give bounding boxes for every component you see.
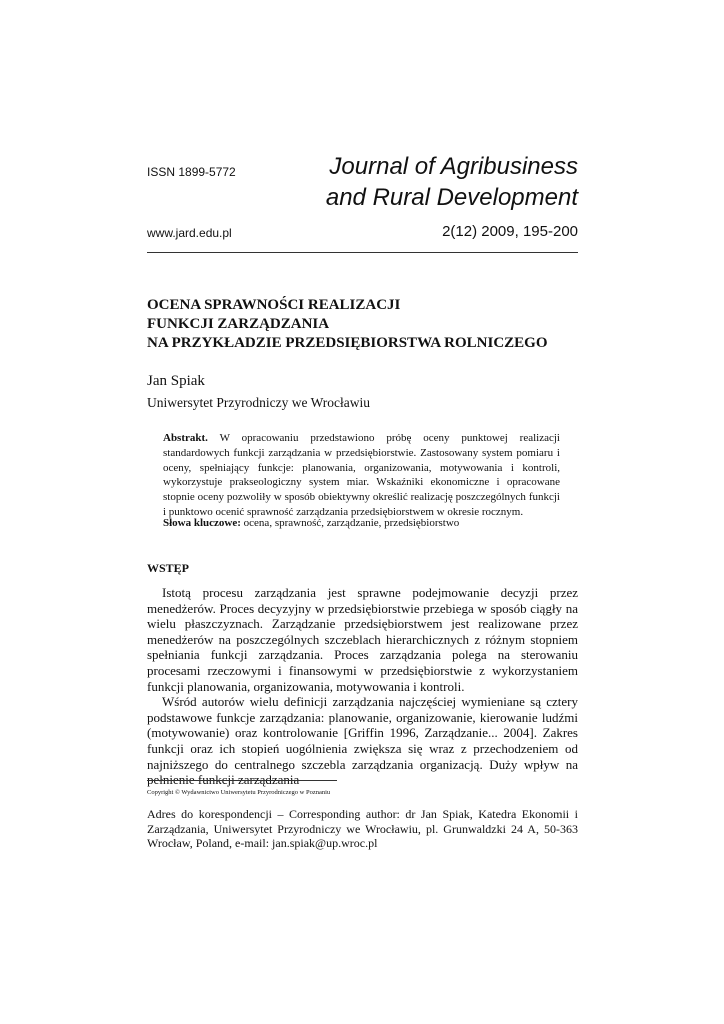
article-title-line-3: NA PRZYKŁADZIE PRZEDSIĘBIORSTWA ROLNICZEGO [147,335,548,351]
paragraph: Istotą procesu zarządzania jest sprawne podejmowanie decyzji przez menedżerów. Proces decyzyjny w przedsiębiorstwie przebiega w sposób ciągły na wielu płaszczyznach. Zarządzanie przedsiębiorstwem jest realizowane przez menedżerów na poszczególnych szczeblach hierarchicznych z różnym stopniem spełniania funkcji zarządzania. Proces zarządzania polega na sterowaniu procesami rzeczowymi i finansowymi w przedsiębiorstwie z wykorzystaniem funkcji planowania, organizowania, motywowania i kontroli. [147,585,578,694]
keywords-text: ocena, sprawność, zarządzanie, przedsiębiorstwo [243,517,460,529]
header-divider [147,252,578,253]
journal-title-line-1: Journal of Agribusiness [329,153,578,180]
journal-title [300,151,578,213]
article-title-line-1: OCENA SPRAWNOŚCI REALIZACJI [147,297,401,313]
author-affiliation: Uniwersytet Przyrodniczy we Wrocławiu [147,395,371,410]
author-name: Jan Spiak [147,373,205,389]
footnote-divider [147,780,337,781]
section-heading: WSTĘP [147,561,190,575]
paragraph: Wśród autorów wielu definicji zarządzania najczęściej wymieniane są cztery podstawowe funkcje zarządzania: planowanie, organizowanie, kierowanie ludźmi (motywowanie) oraz kontrolowanie [Griffin 1996, Zarządzanie... 2004]. Zakres funkcji oraz ich stopień uogólnienia zwiększa się wraz z przechodzeniem od najniższego do centralnego szczebla zarządzania organizacją. Duży wpływ na pełnienie funkcji zarządzania [147,694,578,788]
correspondence-address: Adres do korespondencji – Corresponding author: dr Jan Spiak, Katedra Ekonomii i Zarządzania, Uniwersytet Przyrodniczy we Wrocławiu, pl. Grunwaldzki 24 A, 50-363 Wrocław, Poland, e-mail: jan.spiak@up.wroc.pl [147,807,578,851]
abstract [163,431,560,520]
keywords [163,516,560,530]
article-title-line-2: FUNKCJI ZARZĄDZANIA [147,316,330,332]
keywords-label: Słowa kluczowe: [163,517,241,529]
journal-website[interactable]: www.jard.edu.pl [147,226,232,240]
article-title [147,296,578,353]
journal-title-line-2: and Rural Development [325,184,578,211]
copyright-notice: Copyright © Wydawnictwo Uniwersytetu Przyrodniczego w Poznaniu [147,789,331,796]
abstract-label: Abstrakt. [163,432,208,444]
issn-number: ISSN 1899-5772 [147,165,236,179]
abstract-text: W opracowaniu przedstawiono próbę oceny punktowej realizacji standardowych funkcji zarządzania w przedsiębiorstwie. Zastosowany system pomiaru i oceny, spełniający funkcje: planowania, organizowania, motywowania i kontroli, wykorzystuje prakseologiczny system miar. Wskaźniki ekonomiczne i opracowane stopnie oceny pozwoliły w sposób obiektywny określić realizację poszczególnych funkcji i punktowo ocenić sprawność zarządzania przedsiębiorstwem w okresie rocznym. [163,432,560,518]
issue-info: 2(12) 2009, 195-200 [442,223,578,240]
body-text [147,585,578,788]
